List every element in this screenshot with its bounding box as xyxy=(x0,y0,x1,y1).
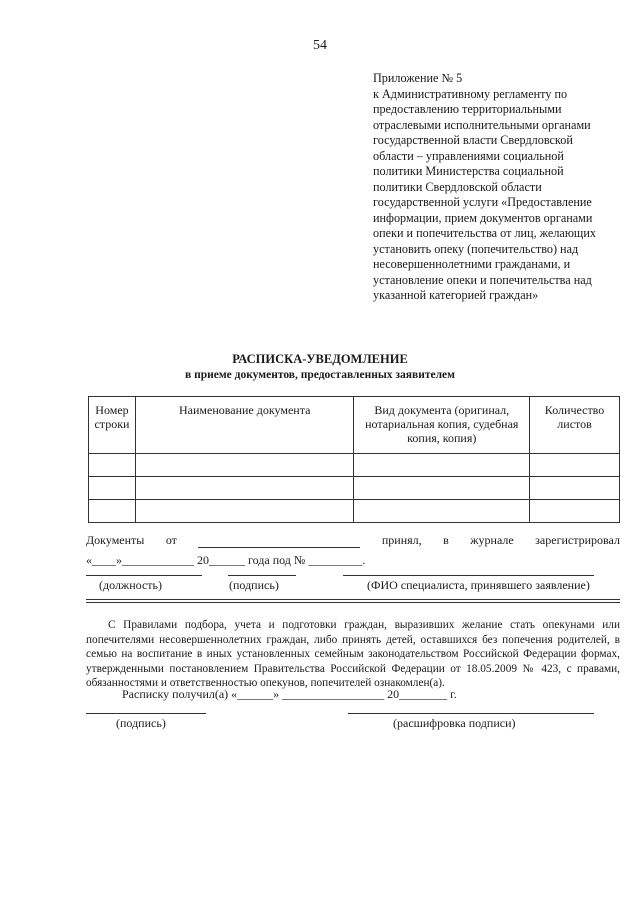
position-caption: (должность) xyxy=(99,578,162,592)
notice-paragraph: С Правилами подбора, учета и подготовки граждан, выразивших желание стать опекунами или попечителями несовершеннолетних граждан, либо принять детей, оставшихся без попечения родителей, в семью на воспитание в иных установленных семейным законодательством Российской Федерации формах, утвержденными постановлением Правительства Российской Федерации от 18.05.2009 № 423, с правами, обязанностями и ответственностью опекунов, попечителей ознакомлен(а). xyxy=(86,619,620,689)
registration-block xyxy=(86,533,620,568)
registration-date-line[interactable]: «____»____________ 20______ года под № _________. xyxy=(86,553,366,567)
signature-field[interactable] xyxy=(228,575,296,576)
annex-line: государственной услуги «Предоставление xyxy=(373,195,592,209)
annex-line: отраслевыми исполнительными органами xyxy=(373,117,591,132)
bottom-signature-caption: (подпись) xyxy=(116,716,166,730)
table-cell[interactable] xyxy=(354,500,530,523)
annex-line: несовершеннолетними гражданами, и xyxy=(373,257,571,271)
signature-caption: (подпись) xyxy=(229,578,279,592)
header-document-type: Вид документа (оригинал, нотариальная копия, судебная копия, копия) xyxy=(354,397,530,454)
annex-line: политики Министерства социальной xyxy=(373,164,564,178)
annex-line: указанной категорией граждан» xyxy=(373,288,539,302)
signature-decoding-caption: (расшифровка подписи) xyxy=(393,716,516,730)
reg-word: принял, xyxy=(381,533,422,547)
table-cell[interactable] xyxy=(354,477,530,500)
page-number: 54 xyxy=(313,38,327,53)
annex-line: политики Свердловской области xyxy=(373,179,542,194)
annex-line: к Административному регламенту по xyxy=(373,86,568,101)
reg-word: в xyxy=(443,533,449,547)
table-cell[interactable] xyxy=(89,477,136,500)
table-cell[interactable] xyxy=(354,454,530,477)
document-title: РАСПИСКА-УВЕДОМЛЕНИЕ xyxy=(232,352,408,366)
table-row xyxy=(89,500,620,523)
bottom-signature-field[interactable] xyxy=(86,713,206,714)
position-field[interactable] xyxy=(86,575,202,576)
annex-line: опеки и попечительства от лиц, желающих xyxy=(373,226,596,240)
table-cell[interactable] xyxy=(135,477,354,500)
cut-line xyxy=(86,599,620,603)
table-cell[interactable] xyxy=(135,500,354,523)
specialist-caption: (ФИО специалиста, принявшего заявление) xyxy=(367,578,590,592)
header-document-name: Наименование документа xyxy=(135,397,354,454)
table-row xyxy=(89,454,620,477)
table-header-row xyxy=(89,397,620,454)
annex-line: области – управлениями социальной xyxy=(373,148,564,163)
annex-line: Приложение № 5 xyxy=(373,71,463,85)
annex-line: установить опеку (попечительство) над xyxy=(373,241,579,256)
reg-word: зарегистрировал xyxy=(535,533,620,547)
specialist-name-field[interactable] xyxy=(343,575,594,576)
table-cell[interactable] xyxy=(89,454,136,477)
documents-table xyxy=(88,396,620,523)
table-cell[interactable] xyxy=(135,454,354,477)
table-row xyxy=(89,477,620,500)
reg-word: журнале xyxy=(470,533,514,547)
annex-line: предоставлению территориальными xyxy=(373,102,562,116)
header-sheet-count: Количество листов xyxy=(530,397,620,454)
receipt-line[interactable]: Расписку получил(а) «______» _________________ 20________ г. xyxy=(122,687,457,701)
annex-line: информации, прием документов органами xyxy=(373,210,593,225)
header-row-number: Номер строки xyxy=(89,397,136,454)
table-cell[interactable] xyxy=(530,477,620,500)
accepted-from-field[interactable] xyxy=(198,534,360,548)
reg-word: Документы xyxy=(86,533,145,547)
reg-word: от xyxy=(165,533,177,547)
annex-line: установление опеки и попечительства над xyxy=(373,272,592,287)
annex-block xyxy=(373,71,623,304)
document-subtitle: в приеме документов, предоставленных заявителем xyxy=(185,369,455,381)
table-cell[interactable] xyxy=(530,454,620,477)
signature-decoding-field[interactable] xyxy=(348,713,594,714)
table-cell[interactable] xyxy=(89,500,136,523)
annex-line: государственной власти Свердловской xyxy=(373,133,573,147)
table-cell[interactable] xyxy=(530,500,620,523)
